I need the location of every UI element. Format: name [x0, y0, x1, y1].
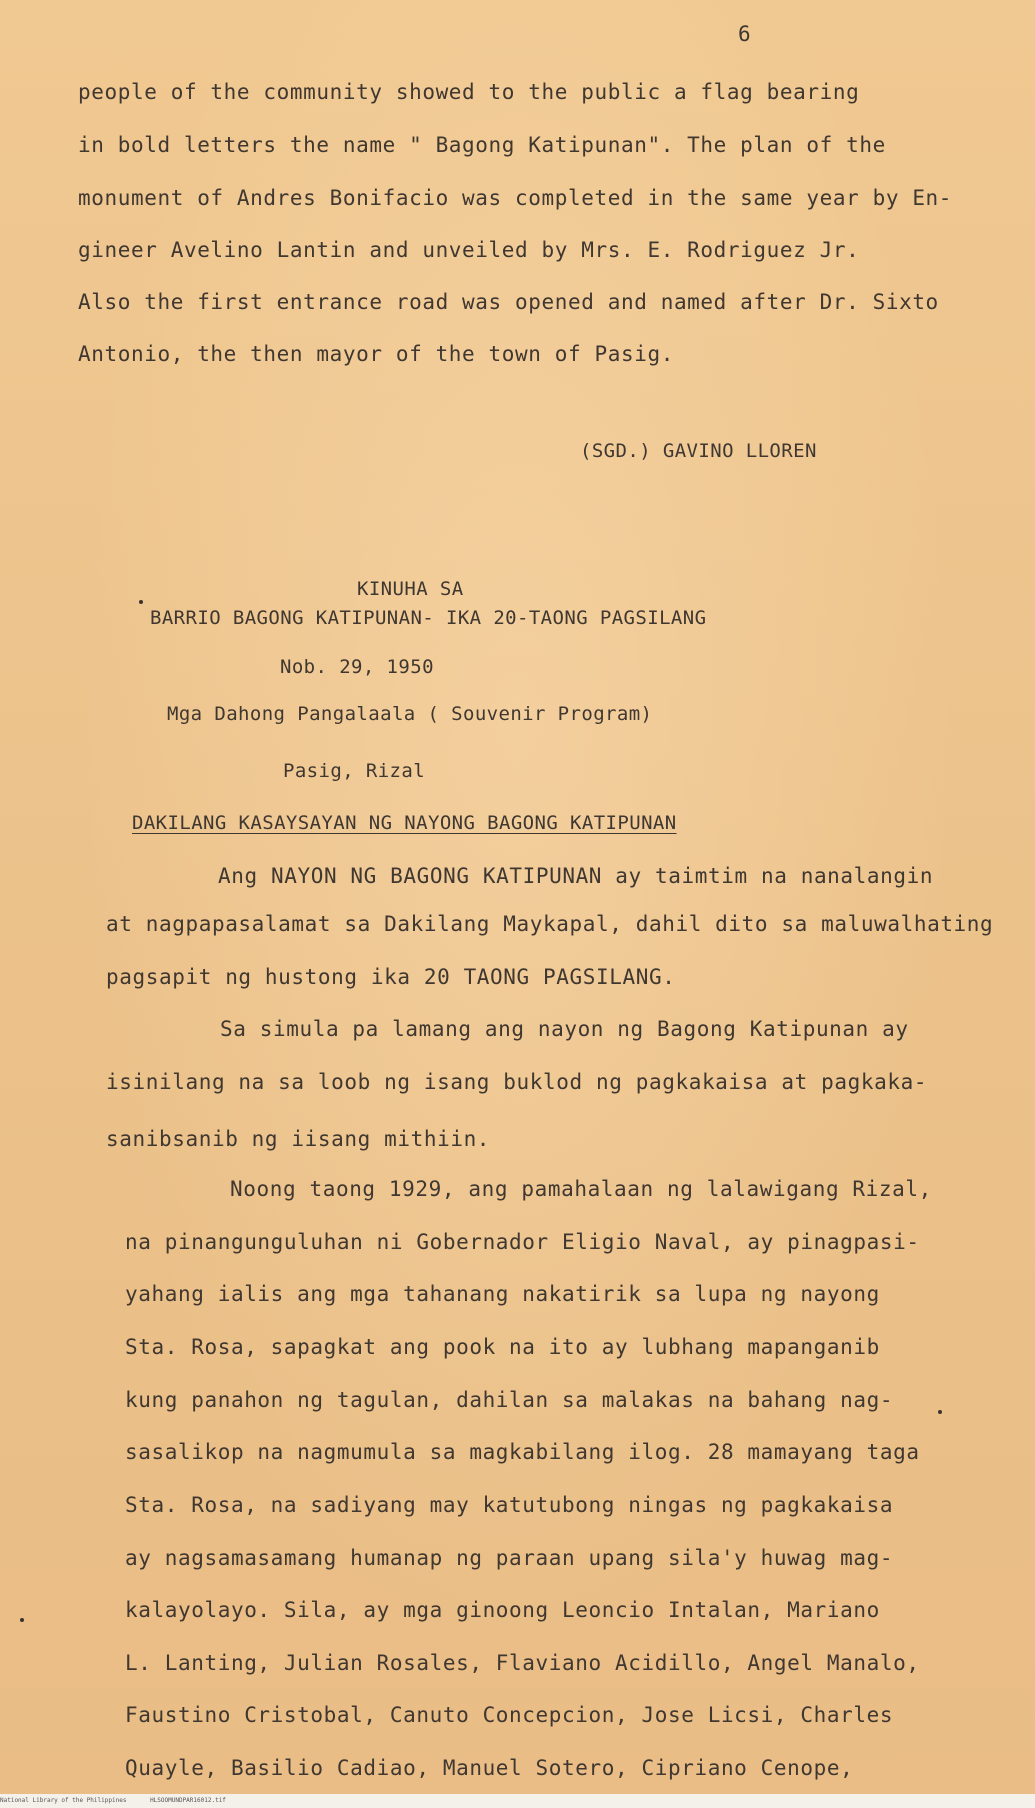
paragraph-1-line: gineer Avelino Lantin and unveiled by Mrs. E. Rodriguez Jr.	[78, 238, 860, 262]
paragraph-4-line: L. Lanting, Julian Rosales, Flaviano Acidillo, Angel Manalo,	[125, 1651, 920, 1675]
footer-library: National Library of the Philippines	[0, 1797, 127, 1804]
paragraph-4-line: yahang ialis ang mga tahanang nakatirik sa lupa ng nayong	[125, 1282, 880, 1306]
source-heading-line2: BARRIO BAGONG KATIPUNAN- IKA 20-TAONG PAGSILANG	[150, 607, 707, 629]
paragraph-1-line: people of the community showed to the public a flag bearing	[78, 80, 860, 104]
signature-line: (SGD.) GAVINO LLOREN	[580, 440, 817, 462]
source-heading-line1: KINUHA SA	[357, 578, 464, 600]
source-place: Pasig, Rizal	[283, 760, 426, 782]
paragraph-1-line: in bold letters the name " Bagong Katipunan". The plan of the	[78, 133, 886, 157]
paragraph-4-line: na pinangunguluhan ni Gobernador Eligio Naval, ay pinagpasi-	[125, 1230, 920, 1254]
paragraph-1-line: monument of Andres Bonifacio was completed in the same year by En-	[78, 186, 953, 210]
document-title: DAKILANG KASAYSAYAN NG NAYONG BAGONG KATIPUNAN	[132, 812, 677, 834]
paragraph-4-line: sasalikop na nagmumula sa magkabilang ilog. 28 mamayang taga	[125, 1440, 920, 1464]
paragraph-4-line: ay nagsamasamang humanap ng paraan upang sila'y huwag mag-	[125, 1546, 894, 1570]
scan-footer	[0, 1794, 1035, 1808]
paragraph-1-line: Also the first entrance road was opened and named after Dr. Sixto	[78, 290, 939, 314]
ink-speck	[938, 1410, 942, 1414]
source-date: Nob. 29, 1950	[280, 656, 434, 678]
page-number: 6	[738, 22, 751, 46]
footer-file-id: HLSOOMUNDPAR16012.tif	[150, 1797, 226, 1804]
paragraph-3-line: sanibsanib ng iisang mithiin.	[106, 1127, 491, 1151]
paragraph-3-line: isinilang na sa loob ng isang buklod ng pagkakaisa at pagkaka-	[106, 1070, 928, 1094]
paragraph-4-line: Sta. Rosa, na sadiyang may katutubong ningas ng pagkakaisa	[125, 1493, 894, 1517]
paragraph-1-line: Antonio, the then mayor of the town of Pasig.	[78, 342, 674, 366]
ink-speck	[20, 1618, 24, 1622]
paragraph-4-line: Faustino Cristobal, Canuto Concepcion, Jose Licsi, Charles	[125, 1703, 894, 1727]
paragraph-3-line: Sa simula pa lamang ang nayon ng Bagong Katipunan ay	[220, 1017, 909, 1041]
paragraph-4-line: Noong taong 1929, ang pamahalaan ng lalawigang Rizal,	[230, 1177, 932, 1201]
ink-speck	[139, 600, 143, 604]
paragraph-4-line: Quayle, Basilio Cadiao, Manuel Sotero, Cipriano Cenope,	[125, 1756, 854, 1780]
paragraph-2-line: Ang NAYON NG BAGONG KATIPUNAN ay taimtim na nanalangin	[218, 864, 934, 888]
paragraph-2-line: at nagpapasalamat sa Dakilang Maykapal, dahil dito sa maluwalhating	[106, 912, 994, 936]
paragraph-4-line: Sta. Rosa, sapagkat ang pook na ito ay lubhang mapanganib	[125, 1335, 880, 1359]
paragraph-4-line: kung panahon ng tagulan, dahilan sa malakas na bahang nag-	[125, 1388, 894, 1412]
paragraph-2-line: pagsapit ng hustong ika 20 TAONG PAGSILANG.	[106, 965, 676, 989]
paragraph-4-line: kalayolayo. Sila, ay mga ginoong Leoncio Intalan, Mariano	[125, 1598, 880, 1622]
source-program: Mga Dahong Pangalaala ( Souvenir Program)	[167, 703, 653, 725]
